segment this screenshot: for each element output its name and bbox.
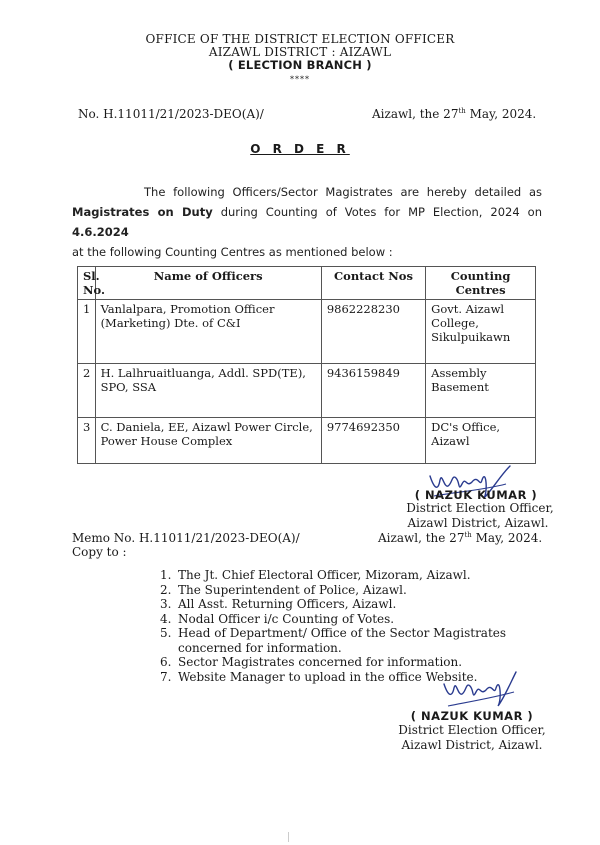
signatory-district-2: Aizawl District, Aizawl. <box>401 738 543 752</box>
reference-number: No. H.11011/21/2023-DEO(A)/ <box>78 107 264 121</box>
list-item: 4. Nodal Officer i/c Counting of Votes. <box>160 611 395 626</box>
magistrates-table <box>77 266 536 464</box>
branch-line: ( ELECTION BRANCH ) <box>228 58 372 72</box>
row-officer: Vanlalpara, Promotion Officer (Marketing) Dte. of C&I <box>95 300 321 364</box>
table-header-row <box>78 267 536 300</box>
signatory-name-2: ( NAZUK KUMAR ) <box>410 709 534 723</box>
body-line-3: at the following Counting Centres as mentioned below : <box>72 245 393 259</box>
signature-scribble-2 <box>440 668 520 712</box>
table-row <box>78 300 536 364</box>
body-line-1: The following Officers/Sector Magistrates are hereby detailed as <box>144 185 542 199</box>
reference-date: Aizawl, the 27th May, 2024. <box>372 107 537 121</box>
district-line: AIZAWL DISTRICT : AIZAWL <box>208 45 392 59</box>
header-stars: **** <box>290 75 310 84</box>
header-name: Name of Officers <box>95 267 321 300</box>
list-item: 1. The Jt. Chief Electoral Officer, Mizoram, Aizawl. <box>160 568 471 582</box>
body-line-2: Magistrates on Duty during Counting of Votes for MP Election, 2024 on 4.6.2024 <box>72 205 542 239</box>
order-body <box>72 182 542 262</box>
table-row <box>78 418 536 464</box>
row-contact: 9436159849 <box>321 364 425 418</box>
copy-list <box>160 568 560 684</box>
date-emphasis: 4.6.2024 <box>72 225 129 239</box>
office-title: OFFICE OF THE DISTRICT ELECTION OFFICER <box>145 32 455 46</box>
row-centre: Assembly Basement <box>426 364 536 418</box>
row-contact: 9774692350 <box>321 418 425 464</box>
list-item: 7. Website Manager to upload in the office Website. <box>160 669 478 684</box>
order-title: O R D E R <box>250 142 350 156</box>
copy-to-label: Copy to : <box>72 545 127 559</box>
signatory-designation-2: District Election Officer, <box>398 723 546 737</box>
list-item: 3. All Asst. Returning Officers, Aizawl. <box>160 597 397 611</box>
row-sl: 3 <box>78 418 96 464</box>
header-contact: Contact Nos <box>321 267 425 300</box>
table-row <box>78 364 536 418</box>
header-centre: Counting Centres <box>426 267 536 300</box>
header-sl-no: Sl. No. <box>78 267 96 300</box>
row-centre: Govt. Aizawl College, Sikulpuikawn <box>426 300 536 364</box>
list-item: 6. Sector Magistrates concerned for information. <box>160 655 463 669</box>
list-item: 2. The Superintendent of Police, Aizawl. <box>160 582 407 597</box>
row-sl: 1 <box>78 300 96 364</box>
memo-date: Aizawl, the 27th May, 2024. <box>378 531 543 545</box>
row-centre: DC's Office, Aizawl <box>426 418 536 464</box>
duty-emphasis: Magistrates on Duty <box>72 205 213 219</box>
row-officer: H. Lalhruaitluanga, Addl. SPD(TE), SPO, SSA <box>95 364 321 418</box>
row-officer: C. Daniela, EE, Aizawl Power Circle, Power House Complex <box>95 418 321 464</box>
signatory-district-1: Aizawl District, Aizawl. <box>407 516 549 530</box>
page-edge-mark <box>288 832 289 842</box>
memo-number: Memo No. H.11011/21/2023-DEO(A)/ <box>72 531 300 545</box>
row-sl: 2 <box>78 364 96 418</box>
row-contact: 9862228230 <box>321 300 425 364</box>
signatory-name-1: ( NAZUK KUMAR ) <box>414 488 538 502</box>
signatory-designation-1: District Election Officer, <box>406 501 554 515</box>
list-item: 5. Head of Department/ Office of the Sector Magistrates concerned for information. <box>160 626 507 655</box>
